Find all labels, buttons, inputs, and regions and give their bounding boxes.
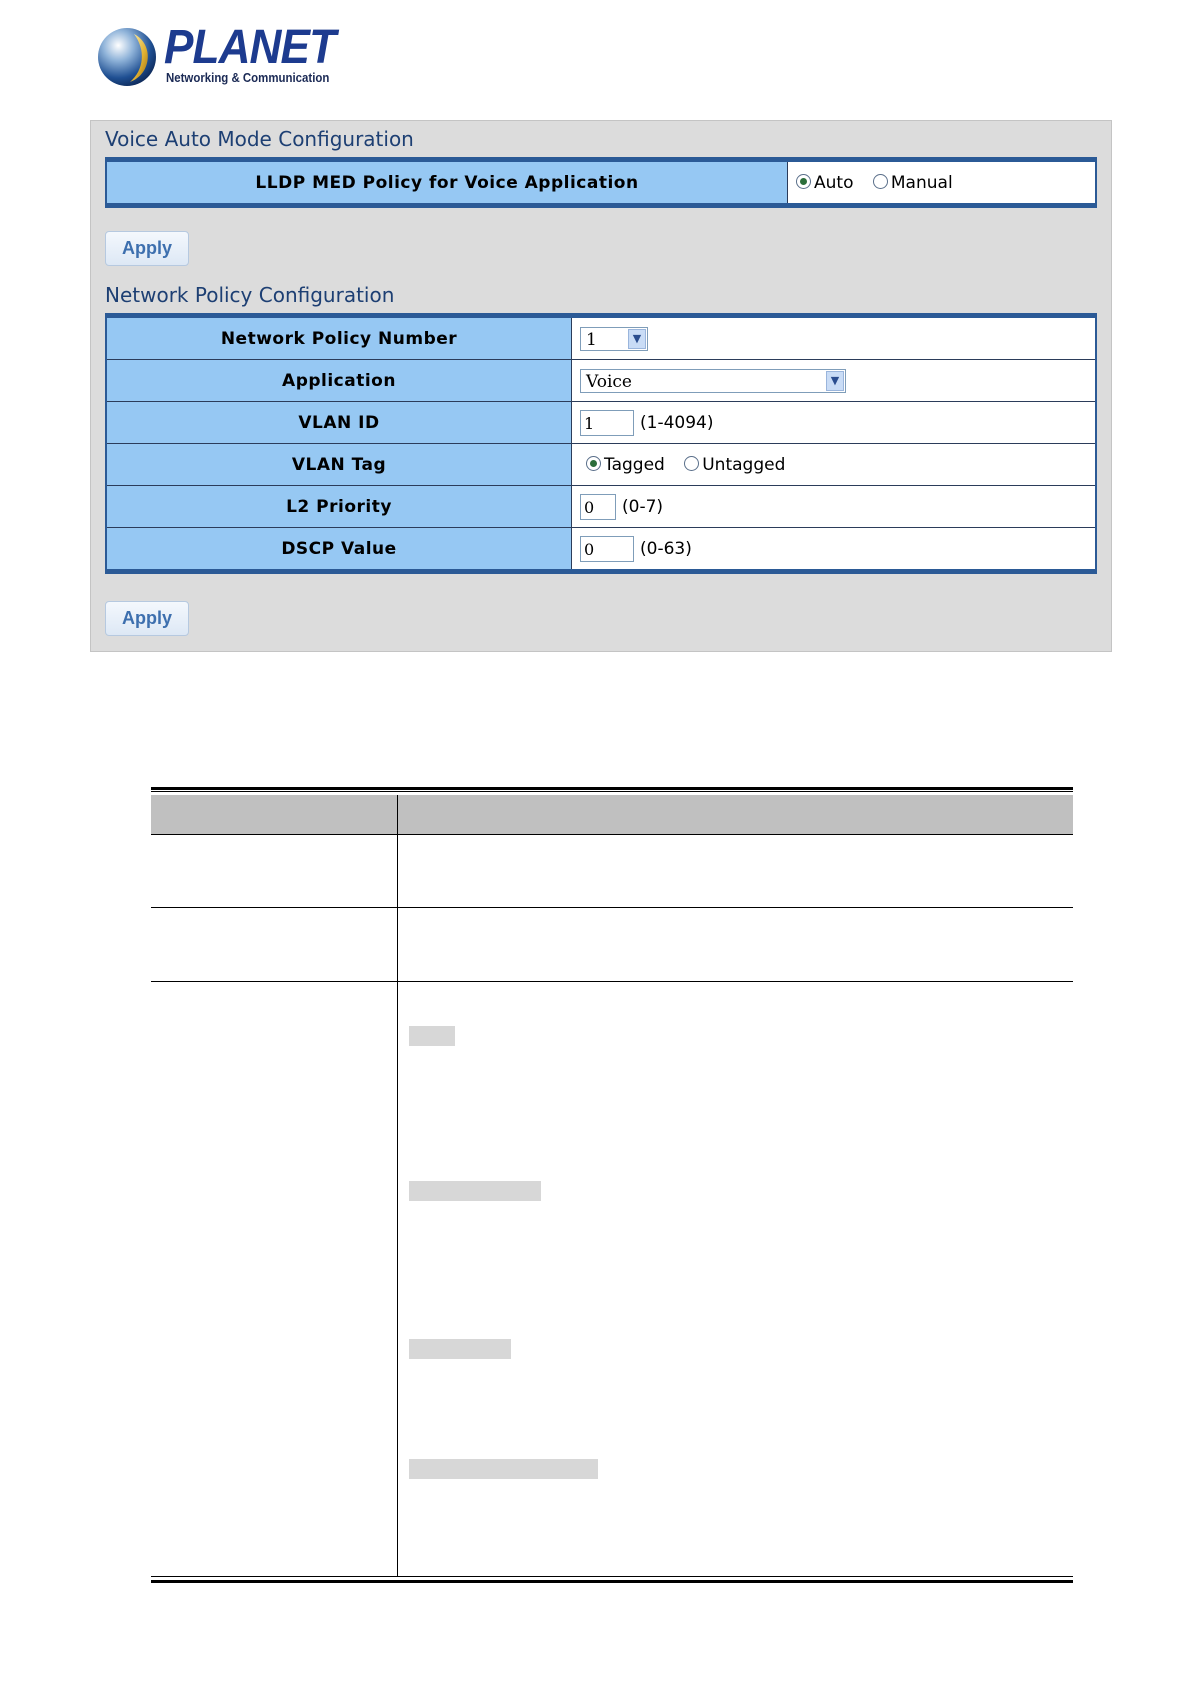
- config-panel: [90, 120, 1112, 652]
- chevron-down-icon[interactable]: ▼: [826, 371, 844, 391]
- table-header-row: [151, 795, 1073, 835]
- redacted-term: [409, 1339, 511, 1359]
- network-policy-apply-button[interactable]: Apply: [105, 601, 189, 636]
- table-bottom-rule-thin: [151, 1576, 1073, 1577]
- l2-priority-range: (0-7): [622, 496, 664, 517]
- tagged-radio[interactable]: [586, 456, 601, 471]
- planet-logo: [94, 22, 354, 92]
- dscp-input[interactable]: 0: [580, 536, 634, 562]
- logo-brand-text: PLANET: [164, 21, 336, 74]
- policy-number-label: Network Policy Number: [106, 316, 572, 360]
- policy-number-select[interactable]: 1 ▼: [580, 327, 648, 351]
- application-row: [106, 360, 1096, 402]
- table-row-divider: [151, 981, 1073, 982]
- redacted-term: [409, 1181, 541, 1201]
- policy-number-cell: [572, 316, 1097, 360]
- tagged-radio-label[interactable]: Tagged: [604, 454, 665, 475]
- policy-number-row: [106, 316, 1096, 360]
- lldp-med-policy-row: [106, 160, 1096, 206]
- vlan-id-cell: [572, 402, 1097, 444]
- application-label: Application: [106, 360, 572, 402]
- dscp-cell: [572, 528, 1097, 572]
- voice-auto-apply-button[interactable]: Apply: [105, 231, 189, 266]
- lldp-med-policy-options: [788, 160, 1097, 206]
- table-column-divider: [397, 795, 398, 1576]
- vlan-tag-cell: [572, 444, 1097, 486]
- l2-priority-input[interactable]: 0: [580, 494, 616, 520]
- chevron-down-icon[interactable]: ▼: [628, 329, 646, 349]
- vlan-tag-label: VLAN Tag: [106, 444, 572, 486]
- table-row-divider: [151, 907, 1073, 908]
- logo-tagline: Networking & Communication: [166, 70, 330, 85]
- vlan-id-label: VLAN ID: [106, 402, 572, 444]
- table-bottom-rule: [151, 1580, 1073, 1583]
- dscp-range: (0-63): [640, 538, 692, 559]
- vlan-id-range: (1-4094): [640, 412, 714, 433]
- untagged-radio-label[interactable]: Untagged: [702, 454, 786, 475]
- vlan-tag-row: [106, 444, 1096, 486]
- redacted-term: [409, 1026, 455, 1046]
- network-policy-title: Network Policy Configuration: [105, 283, 395, 307]
- vlan-id-input[interactable]: 1: [580, 410, 634, 436]
- manual-radio-label[interactable]: Manual: [890, 172, 953, 193]
- l2-priority-cell: [572, 486, 1097, 528]
- dscp-row: [106, 528, 1096, 572]
- voice-auto-mode-title: Voice Auto Mode Configuration: [105, 127, 414, 151]
- application-select[interactable]: Voice ▼: [580, 369, 846, 393]
- manual-radio[interactable]: [873, 174, 888, 189]
- dscp-label: DSCP Value: [106, 528, 572, 572]
- untagged-radio[interactable]: [684, 456, 699, 471]
- redacted-term: [409, 1459, 598, 1479]
- vlan-id-row: [106, 402, 1096, 444]
- auto-radio-label[interactable]: Auto: [814, 172, 854, 193]
- l2-priority-label: L2 Priority: [106, 486, 572, 528]
- lldp-med-policy-label: LLDP MED Policy for Voice Application: [106, 160, 788, 206]
- network-policy-table: [105, 313, 1097, 574]
- voice-auto-mode-table: [105, 157, 1097, 208]
- auto-radio[interactable]: [796, 174, 811, 189]
- planet-globe-icon: [94, 24, 160, 90]
- application-cell: [572, 360, 1097, 402]
- l2-priority-row: [106, 486, 1096, 528]
- table-top-rule-thin: [151, 791, 1073, 792]
- table-top-rule: [151, 787, 1073, 790]
